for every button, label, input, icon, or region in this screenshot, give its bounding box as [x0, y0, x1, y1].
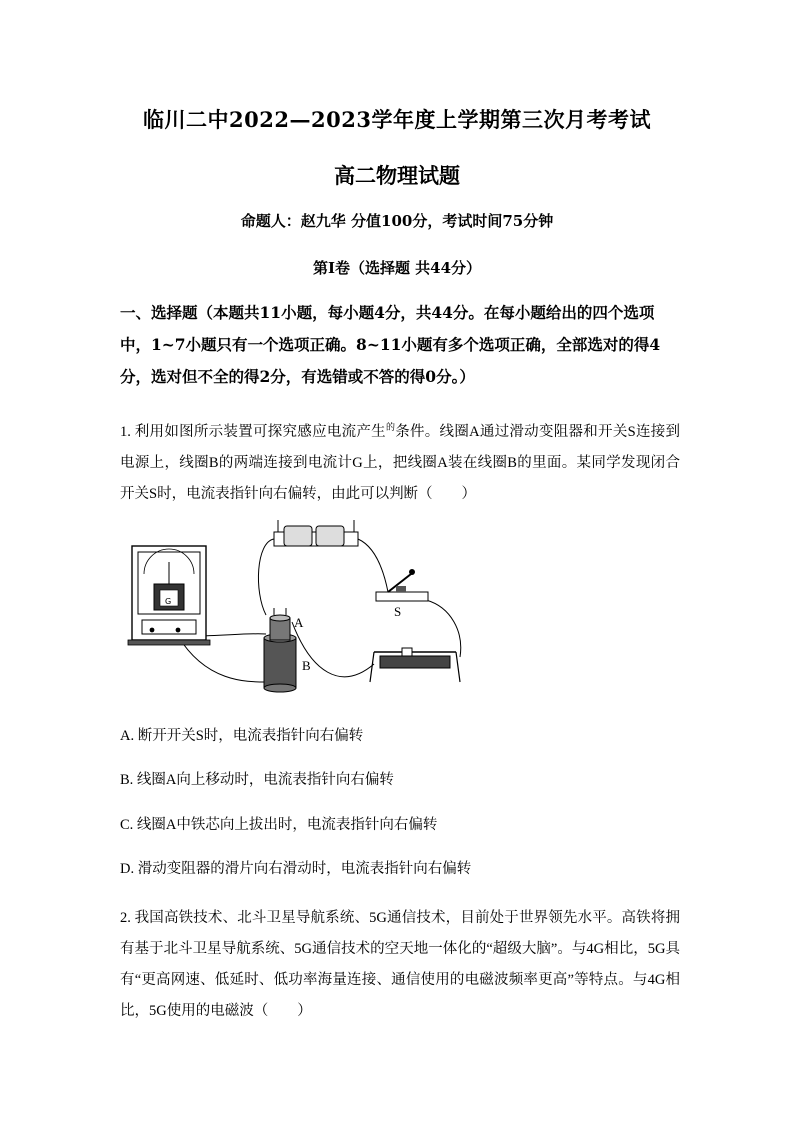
battery-holder: [274, 520, 358, 546]
exam-info: 命题人：赵九华 分值100分，考试时间75分钟: [240, 212, 554, 230]
coil-a: [270, 608, 304, 640]
question-1-text: [120, 412, 680, 510]
galvanometer: [128, 546, 210, 645]
option-d[interactable]: D. 滑动变阻器的滑片向右滑动时，电流表指针向右偏转: [120, 861, 472, 877]
option-c[interactable]: C. 线圈A中铁芯向上拔出时，电流表指针向右偏转: [120, 817, 438, 833]
question-1-text-part-a: 1. 利用如图所示装置可探究感应电流产生: [120, 423, 386, 440]
coil-b-label: B: [302, 658, 311, 673]
option-b[interactable]: B. 线圈A向上移动时，电流表指针向右偏转: [120, 772, 394, 788]
question-2-text: 2. 我国高铁技术、北斗卫星导航系统、5G通信技术，目前处于世界领先水平。高铁将拥有基于北斗卫星导航系统、5G通信技术的空天地一体化的“超级大脑”。与4G相比，5G具有“更高网速、低延时、低功率海量连接、通信使用的电磁波频率更高”等特点。与4G相比，5G使用的电磁波（ ）: [120, 910, 680, 1019]
switch-label: S: [394, 604, 402, 619]
circuit-figure: [126, 512, 472, 698]
coil-b: [264, 634, 311, 692]
exam-title: 临川二中2022—2023学年度上学期第三次月考考试: [143, 107, 651, 132]
exam-subtitle: 高二物理试题: [334, 163, 460, 188]
volume-heading: 第Ⅰ卷（选择题 共44分）: [312, 259, 482, 277]
option-a[interactable]: A. 断开开关S时，电流表指针向右偏转: [120, 728, 364, 744]
coil-a-label: A: [294, 615, 304, 630]
rheostat: [370, 648, 460, 682]
section-heading: 一、选择题（本题共11小题，每小题4分，共44分。在每小题给出的四个选项中，1~7小题只有一个选项正确。8~11小题有多个选项正确，全部选对的得4分，选对但不全的得2分，有选错或不答的得0分。）: [120, 303, 661, 386]
question-1-superscript: 的: [385, 422, 396, 432]
question-1-text-part-b: 条件。线圈A通过滑动变阻器和开关S连接到电源上，线圈B的两端连接到电流计G上，把线圈A装在线圈B的里面。某同学发现闭合开关S时，电流表指针向右偏转，由此可以判断（ ）: [120, 423, 680, 502]
meter-label: G: [165, 597, 172, 606]
